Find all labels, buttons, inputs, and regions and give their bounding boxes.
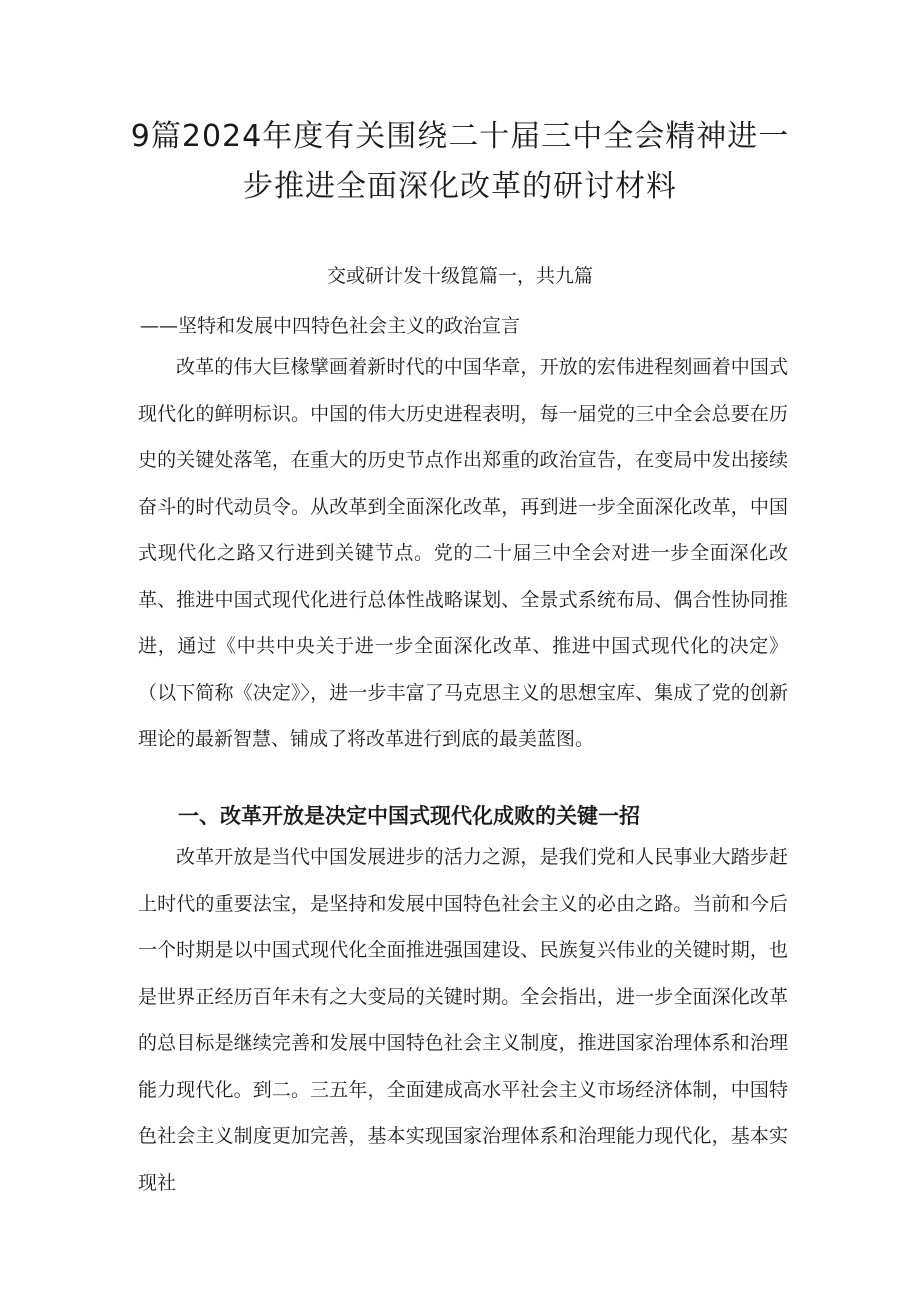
section-heading-1: 一、改革开放是决定中国式现代化成败的关键一招 (178, 804, 640, 828)
document-title: 9篇2024年度有关围绕二十届三中全会精神进一步推进全面深化改革的研讨材料 (130, 119, 790, 204)
paragraph-1: 改革的伟大巨椽擘画着新时代的中国华章，开放的宏伟进程刻画着中国式现代化的鲜明标识。中国的伟大历史进程表明，每一届党的三中全会总要在历史的关键处落笔，在重大的历史节点作出郑重的政治宣告，在变局中发出接续奋斗的时代动员令。从改革到全面深化改革，再到进一步全面深化改革，中国式现代化之路又行进到关键节点。党的二十届三中全会对进一步全面深化改革、推进中国式现代化进行总体性战略谋划、全景式系统布局、偶合性协同推进，通过《中共中央关于进一步全面深化改革、推进中国式现代化的决定》（以下简称《决定》〉，进一步丰富了马克思主义的思想宝库、集成了党的创新理论的最新智慧、铺成了将改革进行到底的最美蓝图。 (138, 356, 788, 750)
document-dash-line: ——坚特和发展中四特色社会主义的政治宣言 (140, 315, 521, 337)
document-subtitle: 交或研计发十级箟篇一，共九篇 (326, 265, 593, 287)
paragraph-2: 改革开放是当代中国发展进步的活力之源，是我们党和人民事业大踏步赶上时代的重要法宝，是坚持和发展中国特色社会主义的必由之路。当前和今后一个时期是以中国式现代化全面推进强国建设、民族复兴伟业的关键时期，也是世界正经历百年未有之大变局的关键时期。全会指出，进一步全面深化改革的总目标是继续完善和发展中国特色社会主义制度，推进国家治理体系和治理能力现代化。到二。三五年，全面建成高水平社会主义市场经济体制，中国特色社会主义制度更加完善，基本实现国家治理体系和治理能力现代化，基本实现社 (138, 846, 788, 1194)
